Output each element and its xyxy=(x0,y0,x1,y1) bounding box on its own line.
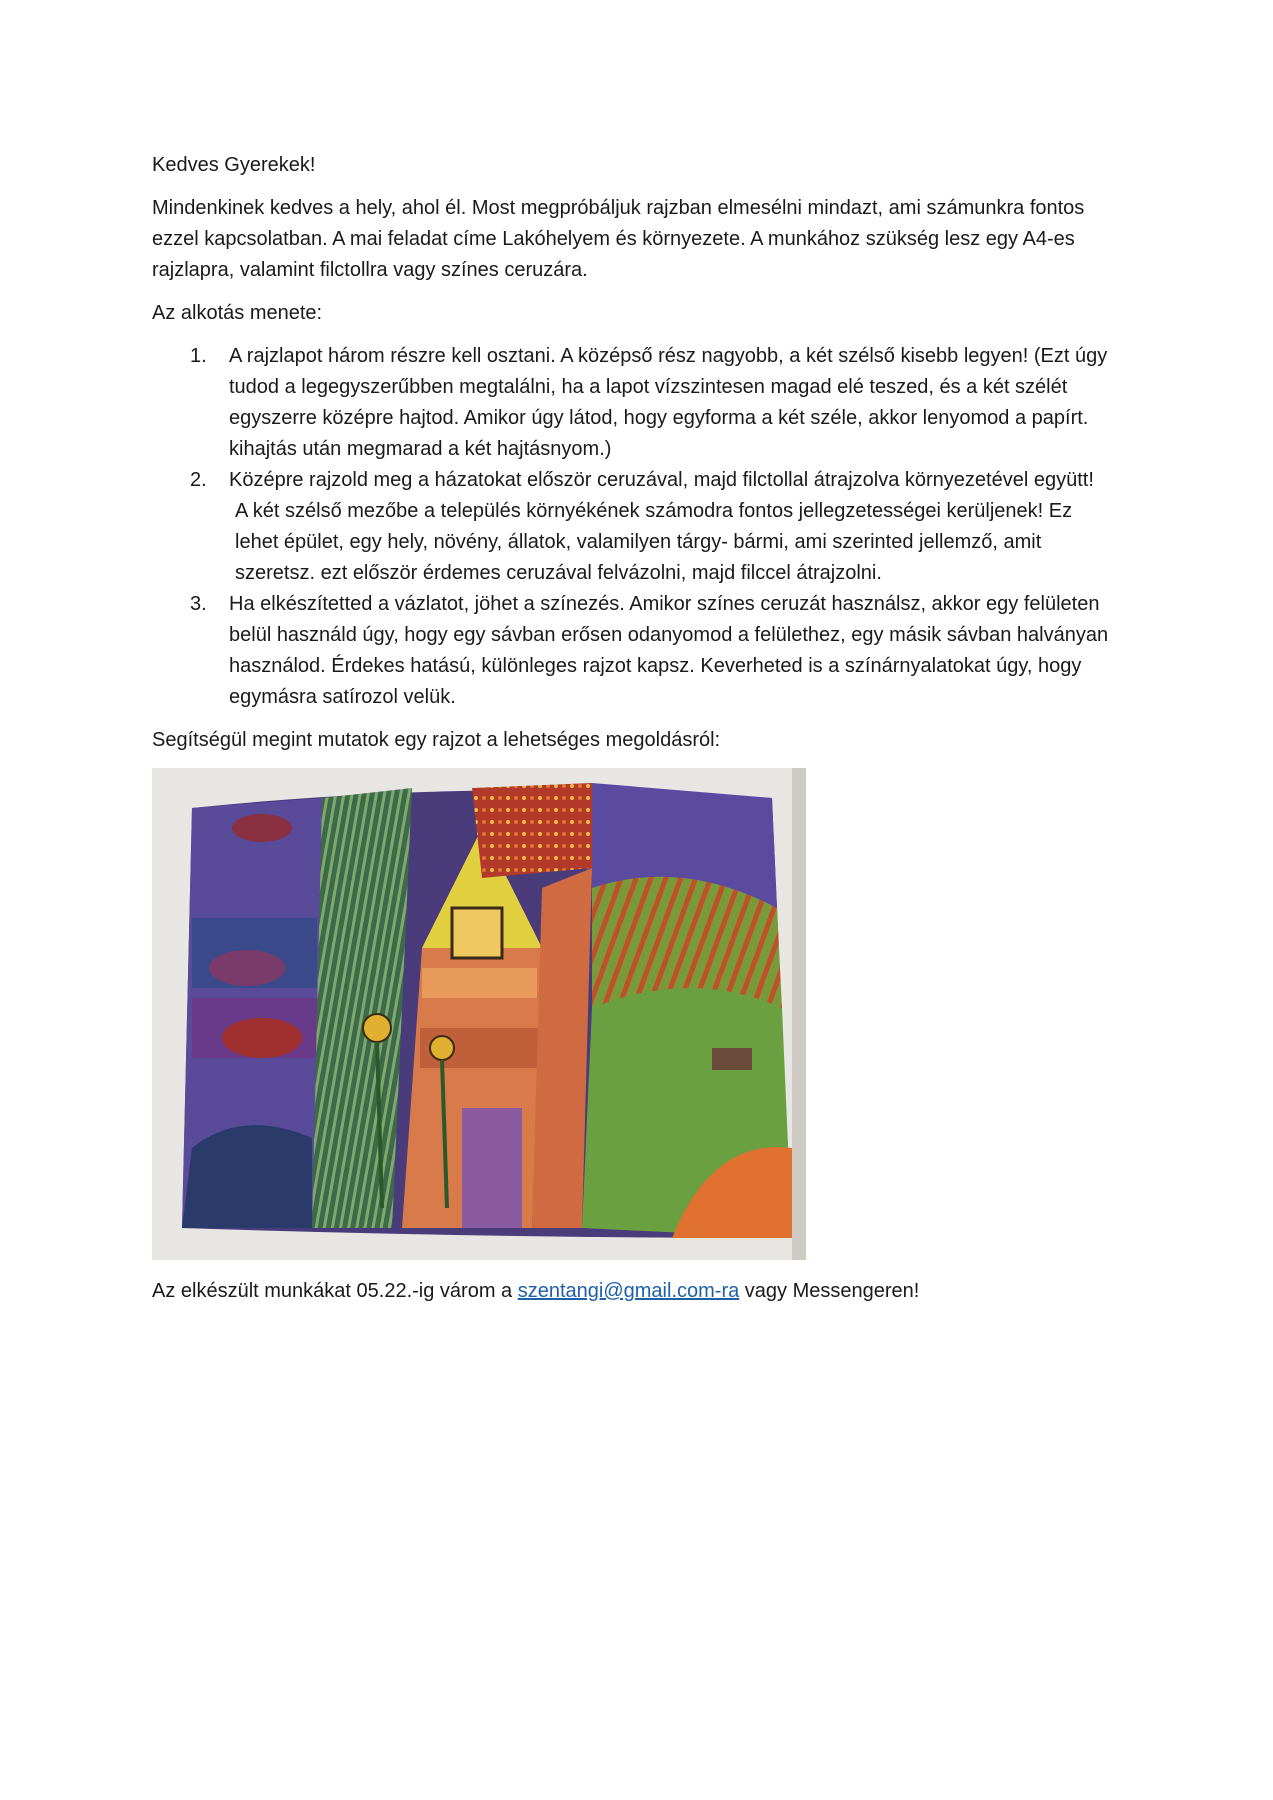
step-number: 1. xyxy=(190,345,207,367)
steps-list xyxy=(152,341,1112,713)
step-text: Középre rajzold meg a házatokat először ceruzával, majd filctollal átrajzolva környezetével együtt! xyxy=(229,469,1094,491)
step-number: 3. xyxy=(190,593,207,615)
footer-text-after: vagy Messengeren! xyxy=(739,1280,920,1302)
list-item xyxy=(152,341,1112,465)
list-item xyxy=(152,465,1112,589)
example-intro: Segítségül megint mutatok egy rajzot a lehetséges megoldásról: xyxy=(152,729,721,751)
step-text: A rajzlapot három részre kell osztani. A középső rész nagyobb, a két szélső kisebb legyen! (Ezt úgy tudod a legegyszerűbben megtalálni, ha a lapot vízszintesen magad elé teszed, és a két szélét egyszerre középre hajtod. Amikor úgy látod, hogy egyforma a két széle, akkor lenyomod a papírt. kihajtás után megmarad a két hajtásnyom.) xyxy=(229,345,1108,460)
document-page xyxy=(152,150,1112,1319)
step-number: 2. xyxy=(190,469,207,491)
step-text-continued: A két szélső mezőbe a település környékének számodra fontos jellegzetességei kerüljenek! Ez lehet épület, egy hely, növény, állatok, valamilyen tárgy- bármi, ami szerinted jellemző, amit szeretsz. ezt először érdemes ceruzával felvázolni, majd filccel átrajzolni. xyxy=(235,500,1073,584)
intro-paragraph: Mindenkinek kedves a hely, ahol él. Most megpróbáljuk rajzban elmesélni mindazt, ami számunkra fontos ezzel kapcsolatban. A mai feladat címe Lakóhelyem és környezete. A munkához szükség lesz egy A4-es rajzlapra, valamint filctollra vagy színes ceruzára. xyxy=(152,197,1085,281)
email-link[interactable]: szentangi@gmail.com-ra xyxy=(517,1280,740,1302)
steps-heading: Az alkotás menete: xyxy=(152,302,323,324)
example-drawing-photo xyxy=(152,768,806,1260)
footer-paragraph xyxy=(152,1276,1112,1307)
footer-text-before: Az elkészült munkákat 05.22.-ig várom a xyxy=(152,1280,518,1302)
example-drawing-illustration xyxy=(152,768,806,1260)
greeting: Kedves Gyerekek! xyxy=(152,154,316,176)
step-text: Ha elkészítetted a vázlatot, jöhet a színezés. Amikor színes ceruzát használsz, akkor egy felületen belül használd úgy, hogy egy sávban erősen odanyomod a felülethez, egy másik sávban halványan használod. Érdekes hatású, különleges rajzot kapsz. Keverheted is a színárnyalatokat úgy, hogy egymásra satírozol velük. xyxy=(229,593,1109,708)
list-item xyxy=(152,589,1112,713)
